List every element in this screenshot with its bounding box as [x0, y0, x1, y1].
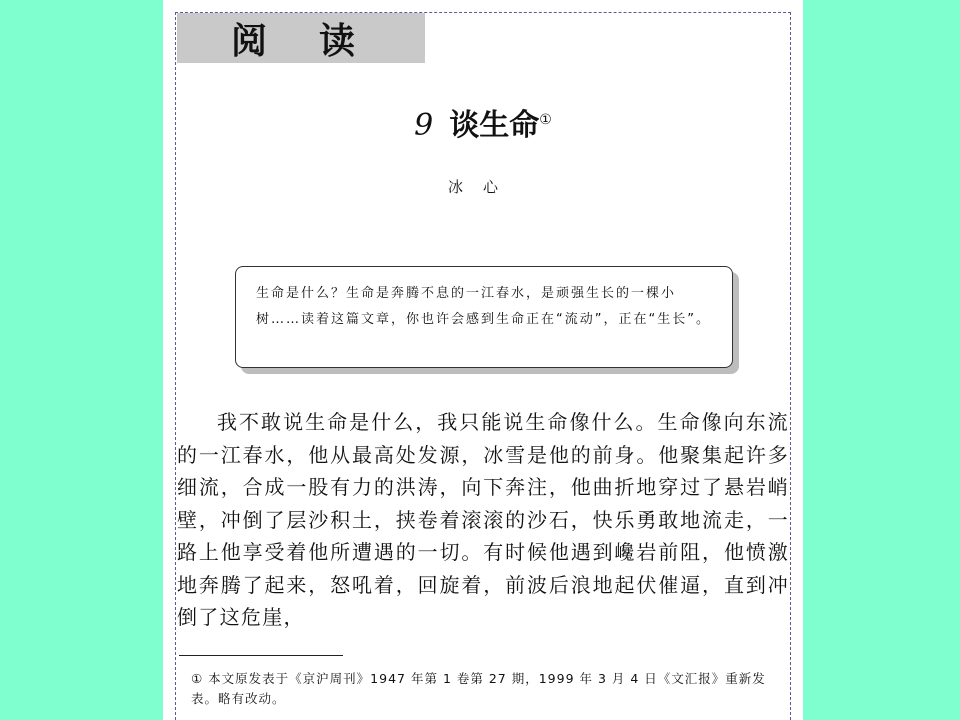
article-title-text: 谈生命 [449, 108, 540, 143]
section-banner [177, 13, 425, 63]
section-banner-label: 阅读 [231, 20, 408, 62]
article-body [177, 406, 789, 634]
article-title [163, 100, 803, 144]
footnote-divider [179, 655, 343, 656]
intro-box: 生命是什么？生命是奔腾不息的一江春水，是顽强生长的一棵小树……读着这篇文章，你也许会感到生命正在“流动”，正在“生长”。 [235, 266, 733, 368]
footnote-marker: ① [539, 112, 552, 128]
article-author: 冰心 [447, 178, 518, 196]
article-number: 9 [414, 108, 434, 143]
document-page [163, 0, 803, 720]
footnote: ① 本文原发表于《京沪周刊》1947 年第 1 卷第 27 期，1999 年 3 月 4 日《文汇报》重新发表。略有改动。 [191, 671, 766, 706]
body-paragraph: 我不敢说生命是什么，我只能说生命像什么。生命像向东流的一江春水，他从最高处发源，冰雪是他的前身。他聚集起许多细流，合成一股有力的洪涛，向下奔注，他曲折地穿过了悬岩峭壁，冲倒了层沙积土，挟卷着滚滚的沙石，快乐勇敢地流走，一路上他享受着他所遭遇的一切。有时候他遇到巉岩前阻，他愤激地奔腾了起来，怒吼着，回旋着，前波后浪地起伏催逼，直到冲倒了这危崖， [177, 410, 789, 629]
